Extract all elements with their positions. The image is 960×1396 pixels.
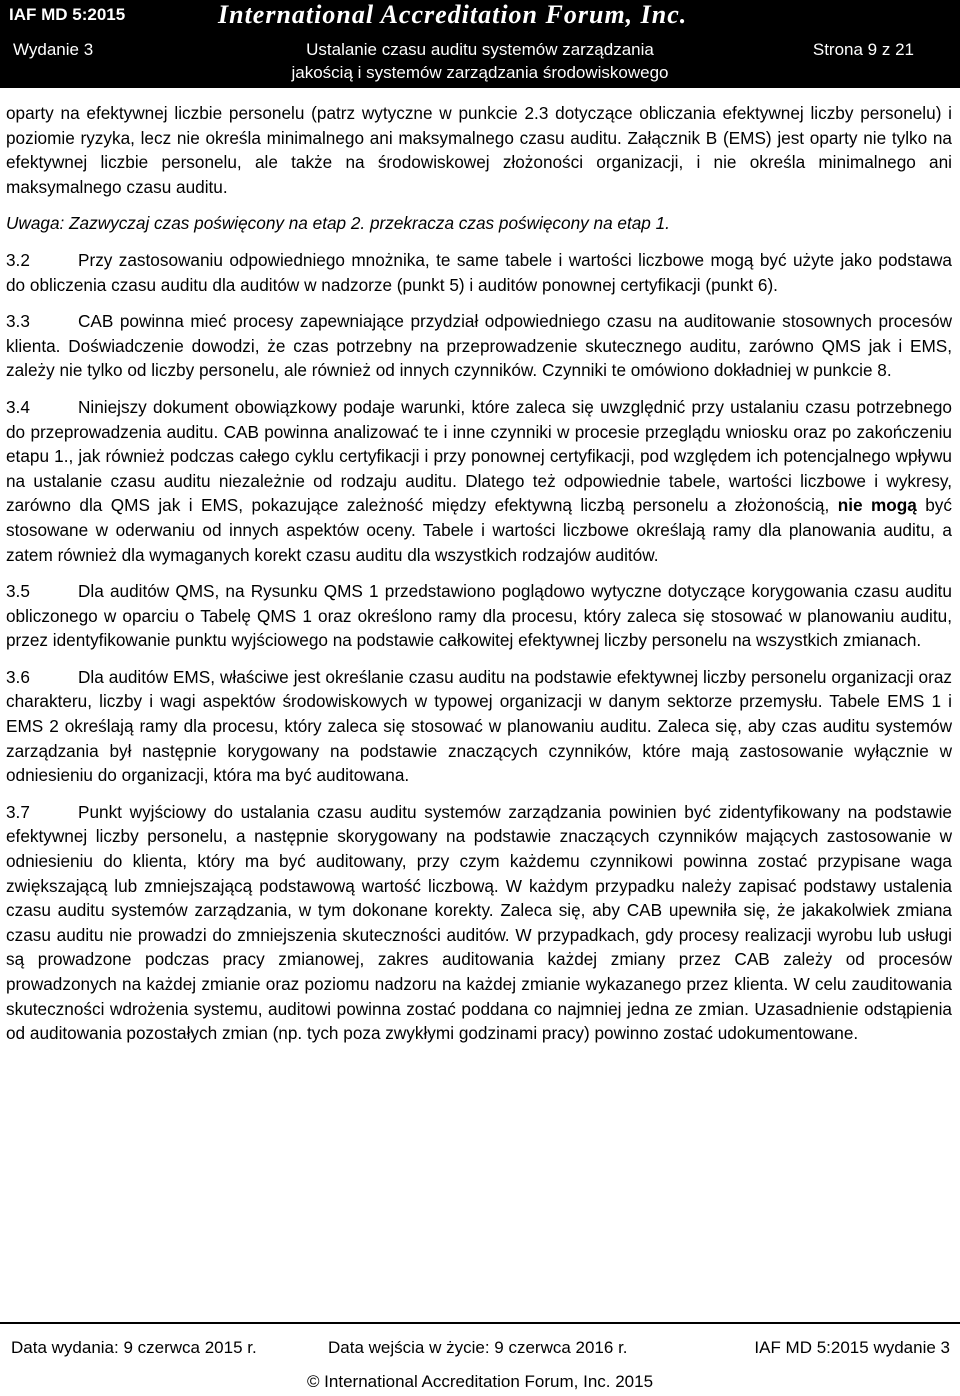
organization-name: International Accreditation Forum, Inc. <box>218 0 688 29</box>
section-text: Przy zastosowaniu odpowiedniego mnożnika, te same tabele i wartości liczbowe mogą być użyte jako podstawa do obliczenia czasu auditu dla auditów w nadzorze (punkt 5) i auditów ponownej certyfikacji (punkt 6). <box>6 249 952 295</box>
section-number: 3.4 <box>6 396 30 417</box>
note: Uwaga: Zazwyczaj czas poświęcony na etap 2. przekracza czas poświęcony na etap 1. <box>6 213 670 234</box>
section-3-2 <box>6 248 952 297</box>
page-header <box>0 0 960 88</box>
section-text-cont: być stosowane w oderwaniu od innych aspektów oceny. Tabele i wartości liczbowe określają ramy dla planowania auditu, a zatem również dla wymaganych korekt czasu auditu dla wszystkich rodzajów auditów. <box>6 495 952 565</box>
section-number: 3.5 <box>6 581 30 602</box>
section-3-4 <box>6 395 952 567</box>
copyright: © International Accreditation Forum, Inc. 2015 <box>306 1372 654 1391</box>
issue-date: Data wydania: 9 czerwca 2015 r. <box>11 1338 257 1357</box>
section-3-3 <box>6 309 952 383</box>
document-title-line2: jakością i systemów zarządzania środowiskowego <box>291 63 669 82</box>
section-3-5 <box>6 579 952 653</box>
section-text: Dla auditów EMS, właściwe jest określanie czasu auditu na podstawie efektywnej liczby personelu organizacji oraz charakteru, liczby i wagi aspektów środowiskowych w typowej organizacji w danym sektorze przemysłu. Tabele EMS 1 i EMS 2 określają ramy dla procesu, który zaleca się stosować w planowaniu auditu. Zaleca się, aby czas auditu systemów zarządzania był następnie korygowany na podstawie znaczących czynników, które mają zastosowanie wyłącznie w odniesieniu do organizacji, która ma być auditowana. <box>6 666 952 786</box>
section-number: 3.7 <box>6 801 30 822</box>
footer-document-issue: IAF MD 5:2015 wydanie 3 <box>754 1338 950 1357</box>
section-number: 3.2 <box>6 249 30 270</box>
section-3-6 <box>6 665 952 788</box>
footer-divider <box>0 1322 960 1324</box>
document-code: IAF MD 5:2015 <box>9 5 126 24</box>
emphasis: nie mogą <box>837 495 917 516</box>
section-number: 3.3 <box>6 311 30 332</box>
section-text: Punkt wyjściowy do ustalania czasu auditu systemów zarządzania powinien być zidentyfikowany na podstawie efektywnej liczby personelu, a następnie skorygowany na podstawie znaczących czynników mających zastosowanie w odniesieniu do klienta, który ma być auditowany, przy czym każdemu czynnikowi powinna zostać przypisane waga zwiększającą lub zmniejszającą podstawową wartość liczbową. W każdym przypadku należy zapisać podstawy ustalenia czasu auditu systemów zarządzania, w tym dokonane korekty. Zaleca się, aby CAB upewniła się, że jakakolwiek zmiana czasu auditu nie prowadzi do zmniejszenia skuteczności auditów. W przypadkach, gdy procesy realizacji wyrobu lub usługi są prowadzone podczas pracy zmianowej, zakres auditowania każdej zmiany przez CAB zależy od procesów prowadzonych na każdej zmianie oraz poziomu nadzoru na każdej zmianie wykazanego przez klienta. W celu zauditowania skuteczności wdrożenia systemu, auditowi powinna zostać poddana co najmniej jedna ze zmian. Uzasadnienie odstąpienia od auditowania pozostałych zmian (np. tych poza zwykłymi godzinami pracy) powinno zostać udokumentowane. <box>6 801 952 1044</box>
effective-date: Data wejścia w życie: 9 czerwca 2016 r. <box>328 1338 628 1357</box>
section-text: CAB powinna mieć procesy zapewniające przydział odpowiedniego czasu na auditowanie stosownych procesów klienta. Doświadczenie dowodzi, że czas potrzebny na przeprowadzenie skutecznego auditu, zarówno QMS jak i EMS, zależy nie tylko od liczby personelu, ale również od innych czynników. Czynniki te omówiono dokładniej w punkcie 8. <box>6 311 952 381</box>
document-title-line1: Ustalanie czasu auditu systemów zarządzania <box>306 40 654 59</box>
section-3-7 <box>6 800 952 1046</box>
section-text: Niniejszy dokument obowiązkowy podaje warunki, które zaleca się uwzględnić przy ustalaniu czasu potrzebnego do przeprowadzenia auditu. CAB powinna analizować te i inne czynniki w procesie przeglądu wniosku oraz po zakończeniu etapu 1., jak również podczas całego cyklu certyfikacji i przy ponownej certyfikacji, pod względem ich potencjalnego wpływu na ustalanie czasu auditu niezależnie od rodzaju auditu. Dlatego też odpowiednie tabele, wartości liczbowe i wykresy, zarówno dla QMS jak i EMS, pokazujące zależność między efektywną liczbą personelu a złożonością, <box>6 396 952 516</box>
section-number: 3.6 <box>6 666 30 687</box>
page-number: Strona 9 z 21 <box>812 40 914 59</box>
section-text: Dla auditów QMS, na Rysunku QMS 1 przedstawiono poglądowo wytyczne dotyczące korygowania czasu auditu obliczonego w oparciu o Tabelę QMS 1 oraz określono ramy dla procesu, który zaleca się stosować w planowaniu auditu, przez identyfikowanie punktu wyjściowego na podstawie całkowitej efektywnej liczby personelu na wszystkich zmianach. <box>6 581 952 651</box>
issue-number: Wydanie 3 <box>13 40 94 59</box>
document-body <box>6 101 952 1058</box>
paragraph-intro: oparty na efektywnej liczbie personelu (patrz wytyczne w punkcie 2.3 dotyczące obliczania efektywnej liczby personelu) i poziomie ryzyka, lecz nie określa minimalnego ani maksymalnego czasu auditu. Załącznik B (EMS) jest oparty nie tylko na efektywnej liczbie personelu, ale także na środowiskowej złożoności organizacji, i nie określa minimalnego ani maksymalnego czasu auditu. <box>6 103 952 197</box>
